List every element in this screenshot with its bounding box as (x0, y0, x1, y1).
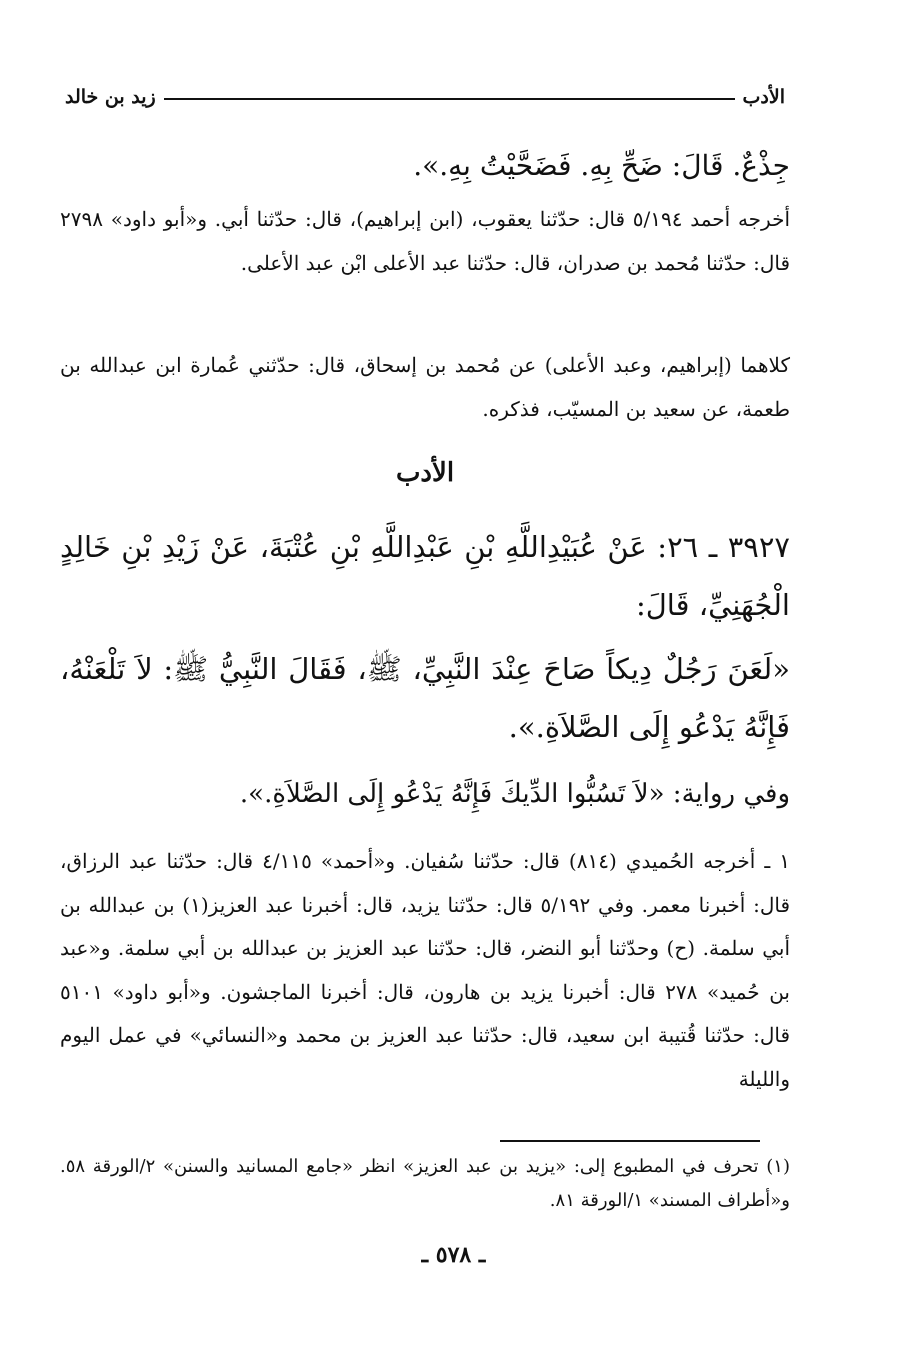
hadith-variant: وفي رواية: «لاَ تَسُبُّوا الدِّيكَ فَإِنَّهُ يَدْعُو إِلَى الصَّلاَةِ.». (239, 779, 790, 809)
page-number: ـ ٥٧٨ ـ (421, 1242, 486, 1268)
hadith-continuation: جِذْعٌ. قَالَ: ضَحِّ بِهِ. فَضَحَّيْتُ بِهِ.». (413, 149, 790, 182)
header-rule (164, 98, 735, 100)
hadith-isnad: ٣٩٢٧ ـ ٢٦: عَنْ عُبَيْدِاللَّهِ بْنِ عَبْدِاللَّهِ بْنِ عُتْبَةَ، عَنْ زَيْدِ بْنِ خَالِدٍ الْجُهَنِيِّ، قَالَ: (60, 530, 791, 622)
hadith-matn: «لَعَنَ رَجُلٌ دِيكاً صَاحَ عِنْدَ النَّبِيِّ، ﷺ، فَقَالَ النَّبِيُّ ﷺ: لاَ تَلْعَنْهُ، فَإِنَّهُ يَدْعُو إِلَى الصَّلاَةِ.». (60, 652, 791, 744)
running-head (65, 82, 785, 112)
footnote: (١) تحرف في المطبوع إلى: «يزيد بن عبد العزيز» انظر «جامع المسانيد والسنن» ٢/الورقة ٥٨. و«أطراف المسند» ١/الورقة ٨١. (60, 1156, 790, 1211)
takhrij-paragraph-2: كلاهما (إبراهيم، وعبد الأعلى) عن مُحمد بن إسحاق، قال: حدّثني عُمارة ابن عبدالله بن طعمة، عن سعيد بن المسيّب، فذكره. (60, 353, 790, 421)
takhrij-paragraph-3: ١ ـ أخرجه الحُميدي (٨١٤) قال: حدّثنا سُفيان. و«أحمد» ٤/١١٥ قال: حدّثنا عبد الرزاق، قال: أخبرنا معمر. وفي ٥/١٩٢ قال: حدّثنا يزيد، قال: أخبرنا عبد العزيز(١) بن عبدالله بن أبي سلمة. (ح) وحدّثنا أبو النضر، قال: حدّثنا عبد العزيز بن عبدالله بن أبي سلمة. و«عبد بن حُميد» ٢٧٨ قال: أخبرنا يزيد بن هارون، قال: أخبرنا الماجشون. و«أبو داود» ٥١٠١ قال: حدّثنا قُتيبة ابن سعيد، قال: حدّثنا عبد العزيز بن محمد و«النسائي» في عمل اليوم والليلة (60, 849, 791, 1091)
running-head-subject: زيد بن خالد (65, 86, 156, 108)
takhrij-paragraph-1: أخرجه أحمد ٥/١٩٤ قال: حدّثنا يعقوب، (ابن إبراهيم)، قال: حدّثنا أبي. و«أبو داود» ٢٧٩٨ قال: حدّثنا مُحمد بن صدران، قال: حدّثنا عبد الأعلى ابْن عبد الأعلى. (60, 207, 790, 275)
section-heading: الأدب (395, 458, 455, 488)
footnote-divider (500, 1140, 760, 1142)
running-head-section: الأدب (742, 86, 785, 108)
